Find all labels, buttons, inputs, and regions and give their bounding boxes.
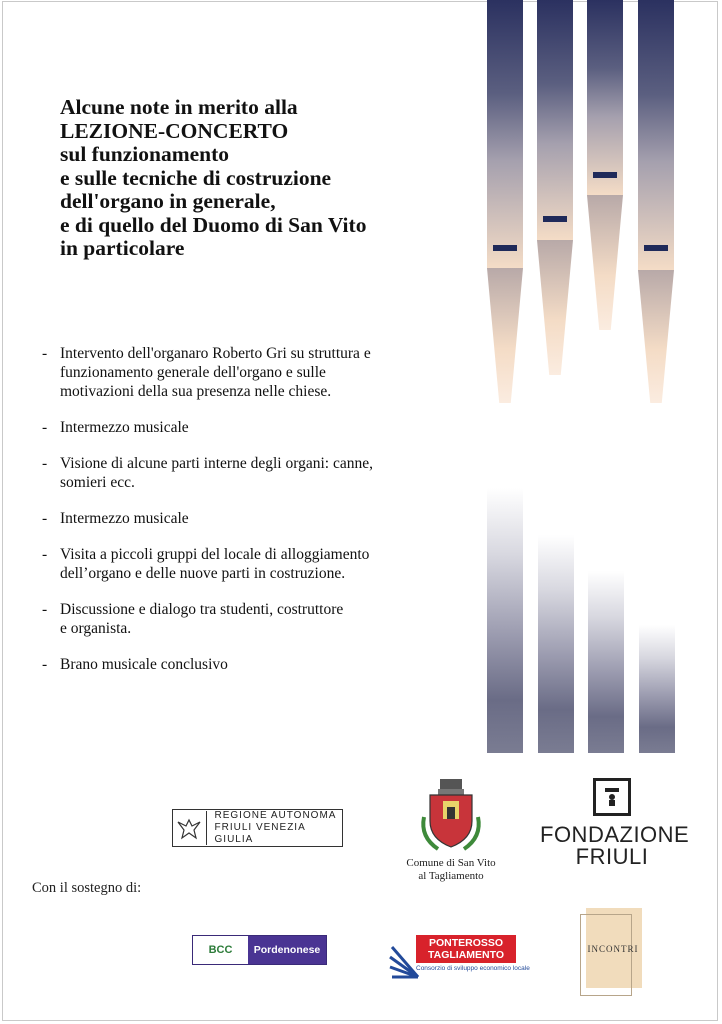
ponterosso-subtitle: Consorzio di sviluppo economico locale [416,965,530,972]
title-line: e di quello del Duomo di San Vito [60,212,367,237]
incontri-logo [580,904,639,992]
bullet-dash: - [42,455,48,472]
bullet-dash: - [42,656,48,673]
comune-name: Comune di San Vito al Tagliamento [406,857,496,882]
comune-logo [396,777,506,883]
decorative-bar [538,535,574,753]
decorative-bars [487,488,677,753]
coat-of-arms-icon [416,777,486,857]
title-line: sul funzionamento [60,142,230,166]
title-line: Alcune note in merito alla [60,95,298,119]
title-line: in particolare [60,236,185,260]
list-item [42,655,462,674]
bullet-dash: - [42,419,48,436]
organ-pipe-illustration [537,0,573,375]
list-item [42,600,462,638]
pipe-mouth [644,245,668,251]
list-item-text: Visione di alcune parti interne degli organi: canne, somieri ecc. [60,455,373,491]
list-item [42,344,462,401]
list-item-text: Visita a piccoli gruppi del locale di alloggiamento dell’organo e delle nuove parti in costruzione. [60,546,370,582]
list-item-text: Intermezzo musicale [60,419,189,436]
program-list [42,344,462,691]
regione-logo [172,809,343,847]
decorative-bar [639,625,675,753]
decorative-bar [487,488,523,753]
bullet-dash: - [42,345,48,362]
pipe-mouth [493,245,517,251]
title-line: e sulle tecniche di costruzione [60,165,332,190]
organ-pipe-illustration [587,0,623,330]
list-item-text: Intermezzo musicale [60,510,189,527]
regione-name: REGIONE AUTONOMA FRIULI VENEZIA GIULIA [214,810,337,845]
incontri-label: INCONTRI [587,944,639,954]
decorative-bar [588,571,624,753]
fondazione-logo [540,778,690,869]
ponterosso-logo [388,933,530,981]
pipe-mouth [593,172,617,178]
eagle-icon [173,811,207,845]
list-item-text: Intervento dell'organaro Roberto Gri su struttura e funzionamento generale dell'organo e sulle motivazioni della sua presenza nelle chiese. [60,345,371,400]
title-line: LEZIONE-CONCERTO [60,118,289,143]
incontri-frame [580,914,632,996]
ponterosso-name: PONTEROSSO TAGLIAMENTO [416,935,516,963]
list-item-text: Brano musicale conclusivo [60,656,228,673]
bcc-name: Pordenonese [248,936,326,964]
fondazione-icon [593,778,631,816]
fondazione-name: FONDAZIONE FRIULI [540,822,690,869]
list-item-text: Discussione e dialogo tra studenti, costruttore e organista. [60,601,344,637]
title-line: dell'organo in generale, [60,189,276,213]
support-label: Con il sostegno di: [32,880,142,896]
organ-pipe-illustration [638,0,674,403]
bullet-dash: - [42,510,48,527]
bullet-dash: - [42,601,48,618]
page-title [60,96,480,261]
bullet-dash: - [42,546,48,563]
pipe-mouth [543,216,567,222]
organ-pipe-illustration [487,0,523,403]
list-item [42,418,462,437]
list-item [42,454,462,492]
bcc-mark: BCC [193,936,248,964]
bcc-logo [192,935,327,965]
list-item [42,545,462,583]
list-item [42,509,462,528]
